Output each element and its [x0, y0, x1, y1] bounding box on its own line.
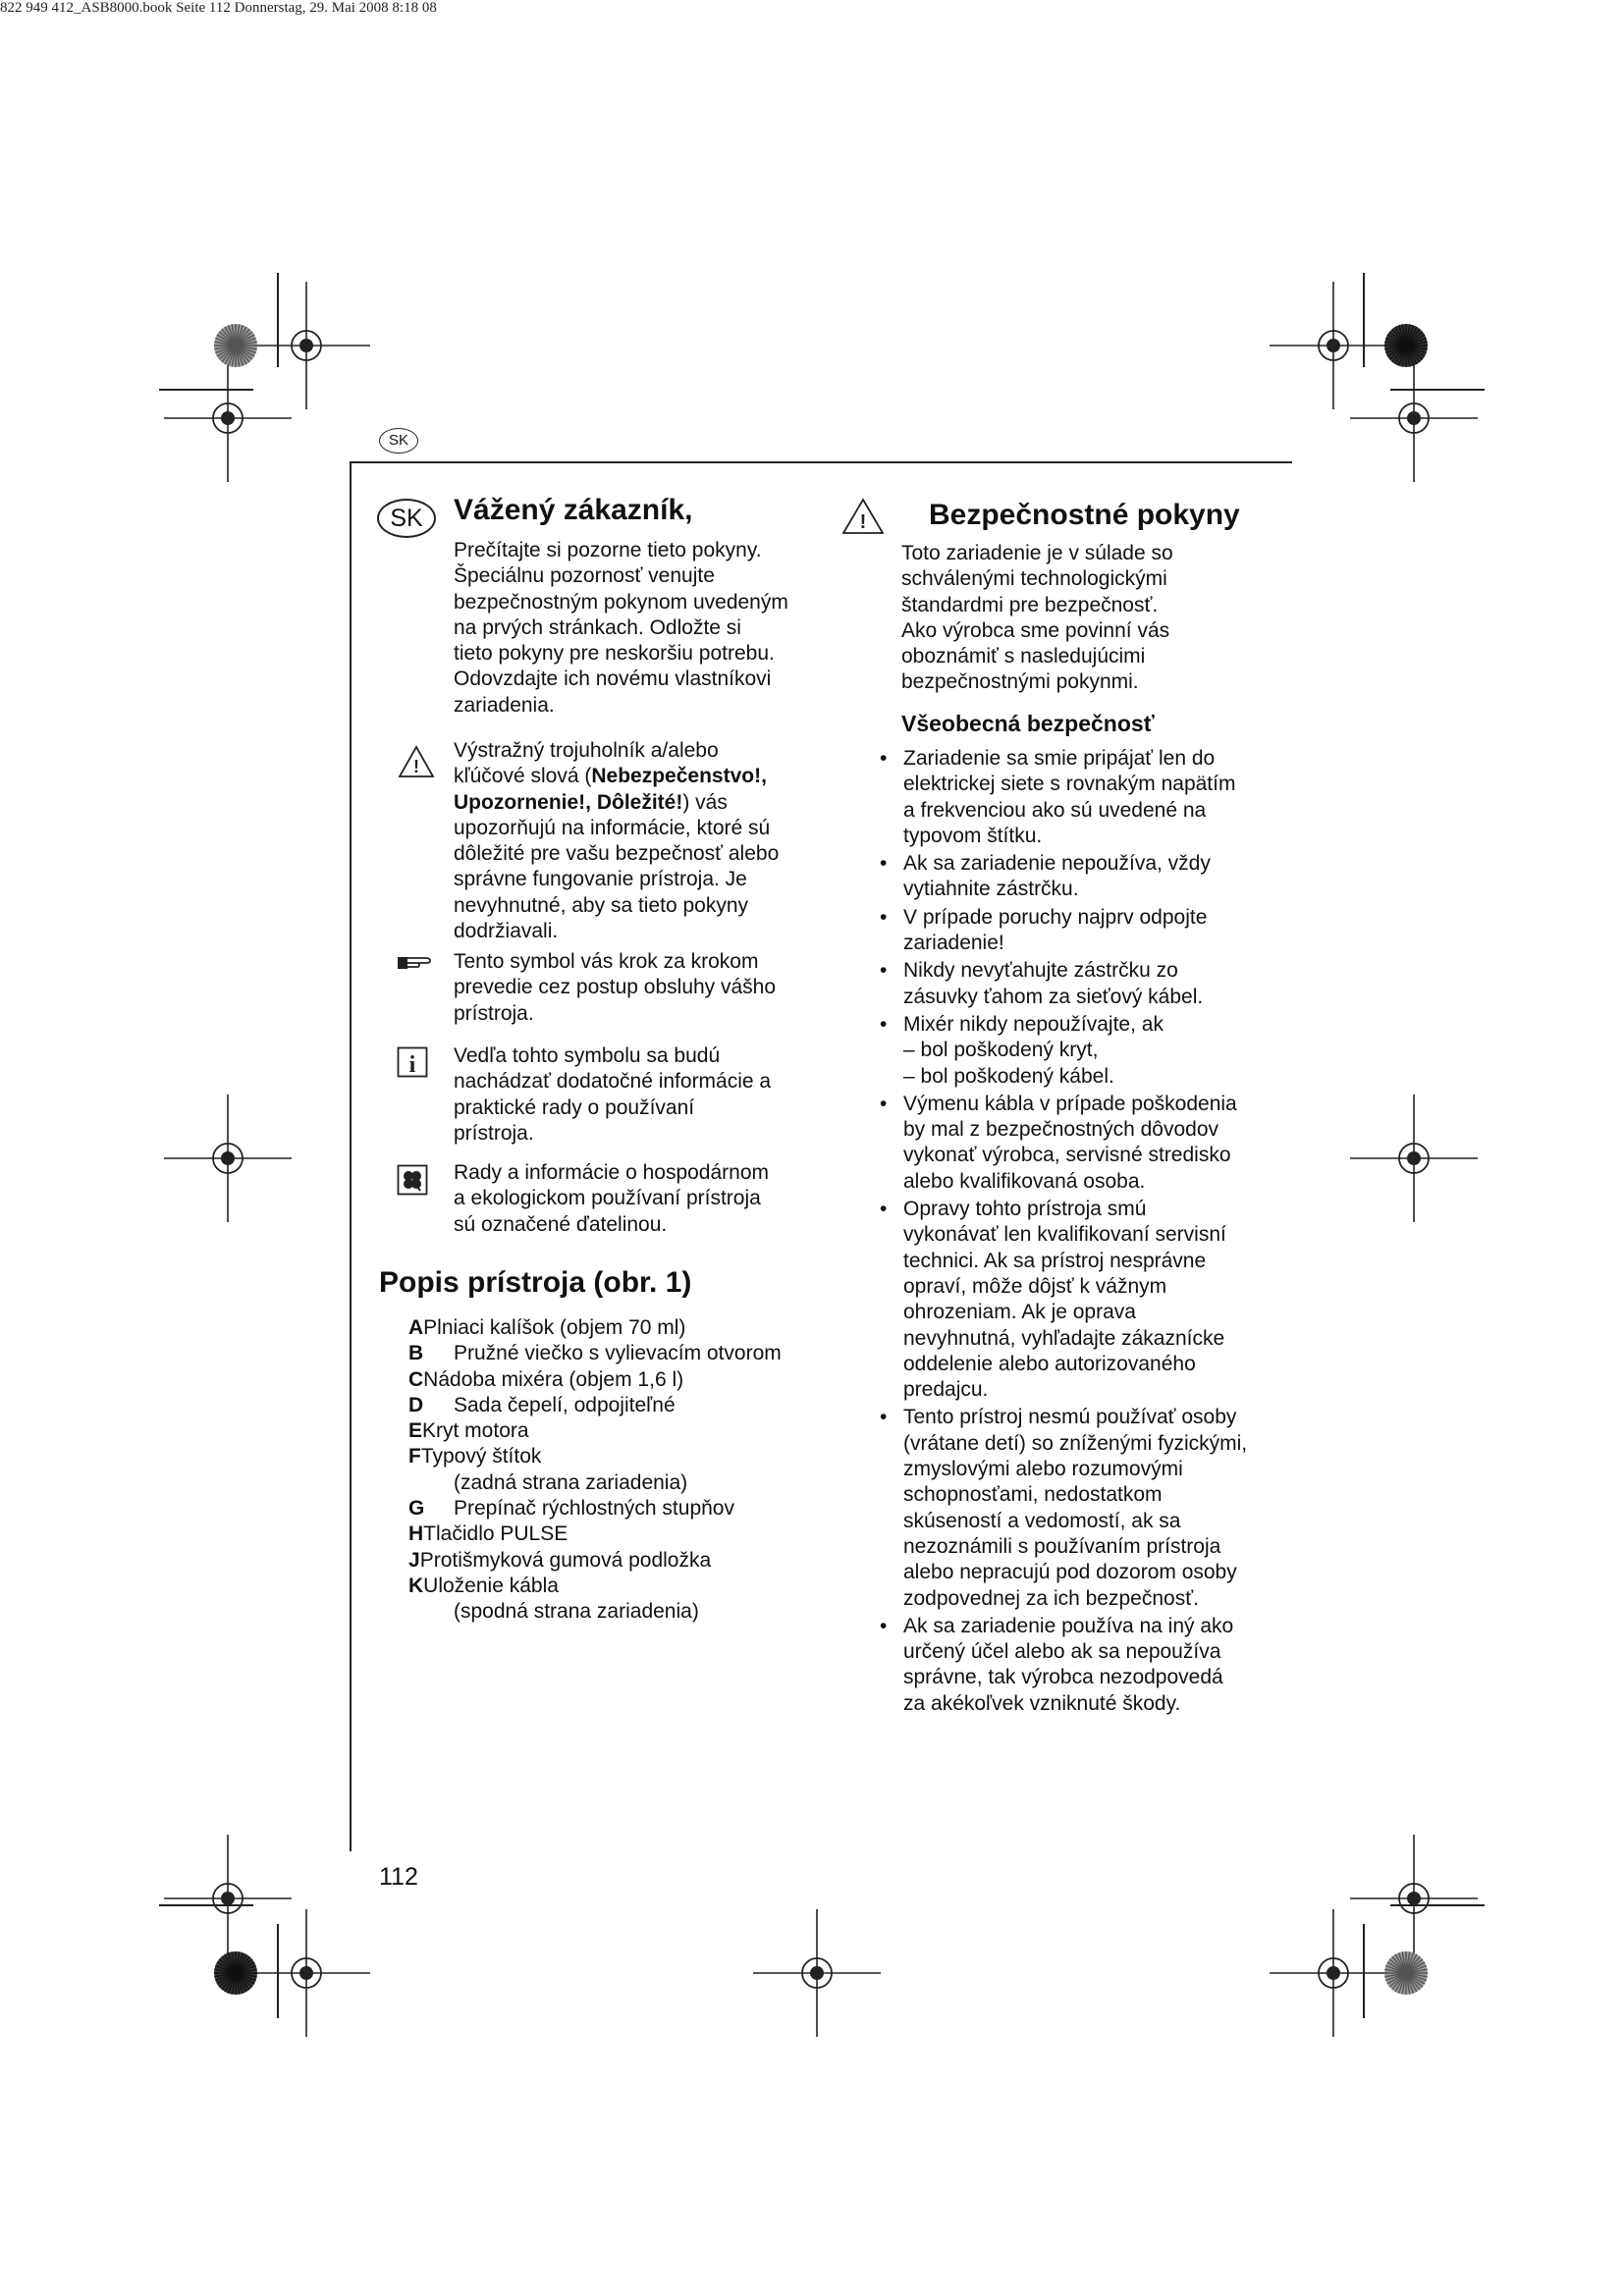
warning-paragraph	[454, 738, 827, 944]
safety-bullet	[880, 1614, 1272, 1717]
part-row	[408, 1418, 840, 1444]
safety-bullet-text: • Zariadenie sa smie pripájať len do elektrickej siete s rovnakým napätím a frekvenciou ako sú uvedené na typovom štítku.	[903, 747, 1236, 847]
top-rule	[350, 461, 1292, 463]
part-text: Sada čepelí, odpojiteľné	[454, 1393, 676, 1416]
pointing-hand-icon	[397, 952, 432, 977]
registration-circle	[212, 322, 259, 369]
part-key: D	[408, 1393, 424, 1416]
part-text: Typový štítok	[420, 1445, 542, 1468]
part-text: Protišmyková gumová podložka	[419, 1548, 712, 1572]
warning-text-1: Výstražný trojuholník a/alebo kľúčové slová (	[454, 739, 719, 788]
part-text: Kryt motora	[422, 1419, 529, 1443]
part-text: Tlačidlo PULSE	[423, 1522, 568, 1546]
registration-mark	[1350, 1095, 1478, 1222]
safety-bullet-text: • Nikdy nevyťahujte zástrčku zo zásuvky ťahom za sieťový kábel.	[903, 959, 1204, 1008]
part-row	[408, 1522, 840, 1547]
hand-paragraph: Tento symbol vás krok za krokom prevedie cez postup obsluhy vášho prístroja.	[454, 950, 777, 1025]
registration-mark	[753, 1909, 881, 2037]
print-header: 822 949 412_ASB8000.book Seite 112 Donnerstag, 29. Mai 2008 8:18 08	[0, 0, 437, 16]
registration-mark	[164, 1095, 292, 1222]
warning-keywords: Nebezpečenstvo!, Upozornenie!, Dôležité!	[454, 765, 767, 814]
device-description-title: Popis prístroja (obr. 1)	[379, 1266, 692, 1299]
safety-bullet-text: • Výmenu kábla v prípade poškodenia by mal z bezpečnostných dôvodov vykonať výrobca, servisné stredisko alebo kvalifikovaná osoba.	[903, 1092, 1237, 1193]
part-text: Plniaci kalíšok (objem 70 ml)	[423, 1316, 686, 1339]
safety-bullet	[880, 1197, 1272, 1403]
part-text: Uloženie kábla	[423, 1574, 559, 1597]
part-row	[408, 1341, 840, 1366]
safety-bullet-text: • Opravy tohto prístroja smú vykonávať len kvalifikovaní servisní technici. Ak sa prístroj nesprávne opraví, môže dôjsť k vážnym ohrozeniam. Ak je oprava nevyhnutná, vyhľadajte zákaznícke oddelenie alebo autorizovaného predajcu.	[903, 1198, 1226, 1402]
part-key: H	[408, 1522, 424, 1546]
part-key: F	[408, 1445, 421, 1468]
part-row	[408, 1444, 840, 1469]
part-text: Nádoba mixéra (objem 1,6 l)	[423, 1367, 684, 1391]
right-title: Bezpečnostné pokyny	[929, 499, 1240, 531]
lang-badge: SK	[377, 499, 436, 538]
left-title: Vážený zákazník,	[454, 494, 693, 526]
page-number: 112	[379, 1863, 418, 1891]
warning-text-2: ) vás upozorňujú na informácie, ktoré sú dôležité pre vašu bezpečnosť alebo správne fungovanie prístroja. Je nevyhnutné, aby sa tieto pokyny dodržiavali.	[454, 790, 780, 943]
safety-bullet	[880, 1092, 1272, 1195]
registration-circle	[212, 1949, 259, 1997]
safety-bullet-text: • Mixér nikdy nepoužívajte, ak – bol poškodený kryt, – bol poškodený kábel.	[903, 1012, 1164, 1088]
part-key: B	[408, 1342, 424, 1365]
safety-intro: Toto zariadenie je v súlade so schválenými technologickými štandardmi pre bezpečnosť. Ako výrobca sme povinní vás oboznámiť s nasledujúcimi bezpečnostnými pokynmi.	[901, 542, 1173, 694]
part-key	[408, 1599, 454, 1625]
svg-text:!: !	[859, 511, 867, 533]
eco-paragraph: Rady a informácie o hospodárnom a ekologickom používaní prístroja sú označené ďatelinou.	[454, 1161, 770, 1236]
part-row	[408, 1548, 840, 1574]
part-row	[408, 1470, 840, 1496]
part-row	[408, 1574, 840, 1599]
registration-mark	[164, 354, 292, 482]
part-key: A	[408, 1316, 424, 1339]
safety-bullet	[880, 746, 1272, 849]
part-key: K	[408, 1574, 424, 1597]
svg-text:!: !	[413, 757, 419, 776]
safety-bullet	[880, 958, 1272, 1010]
lang-badge-small: SK	[379, 428, 418, 454]
safety-bullet-text: • Tento prístroj nesmú používať osoby (vrátane detí) so zníženými fyzickými, zmyslovými alebo rozumovými schopnosťami, nedostatkom skúseností a vedomostí, ak sa nezoznámili s používaním prístroja alebo nepracujú pod dozorom osoby zodpovednej za ich bezpečnosť.	[903, 1406, 1248, 1610]
part-key	[408, 1470, 454, 1496]
svg-text:i: i	[408, 1052, 416, 1078]
part-key: C	[408, 1367, 424, 1391]
part-text: (spodná strana zariadenia)	[454, 1600, 699, 1624]
left-rule	[350, 461, 352, 1851]
safety-bullet	[880, 851, 1272, 903]
safety-bullet	[880, 1405, 1272, 1611]
info-icon	[397, 1046, 428, 1083]
part-key: E	[408, 1419, 423, 1443]
part-text: Prepínač rýchlostných stupňov	[454, 1497, 734, 1521]
part-text: Pružné viečko s vylievacím otvorom	[454, 1342, 782, 1365]
part-row	[408, 1496, 840, 1522]
safety-bullet-text: • Ak sa zariadenie používa na iný ako určený účel alebo ak sa nepoužíva správne, tak výrobca nezodpovedá za akékoľvek vzniknuté škody.	[903, 1614, 1234, 1715]
warning-triangle-icon	[397, 744, 436, 784]
part-row	[408, 1315, 840, 1341]
intro-paragraph: Prečítajte si pozorne tieto pokyny. Špeciálnu pozornosť venujte bezpečnostným pokynom uvedeným na prvých stránkach. Odložte si tieto pokyny pre neskoršiu potrebu. Odovzdajte ich novému vlastníkovi zariadenia.	[454, 539, 788, 717]
part-key: J	[408, 1548, 420, 1572]
general-safety-subtitle: Všeobecná bezpečnosť	[901, 711, 1155, 736]
safety-bullet-text: • V prípade poruchy najprv odpojte zariadenie!	[903, 905, 1208, 955]
part-row	[408, 1367, 840, 1393]
parts-list	[408, 1315, 840, 1626]
safety-bullet	[880, 905, 1272, 957]
registration-mark	[1270, 1909, 1397, 2037]
part-key: G	[408, 1497, 425, 1521]
safety-bullet	[880, 1012, 1272, 1090]
registration-mark	[243, 1909, 370, 2037]
registration-mark	[1350, 354, 1478, 482]
safety-bullet-list	[880, 746, 1272, 1719]
warning-triangle-icon	[840, 497, 886, 541]
registration-circle	[1382, 322, 1430, 369]
registration-circle	[1382, 1949, 1430, 1997]
part-row	[408, 1393, 840, 1418]
part-row	[408, 1599, 840, 1625]
clover-icon	[397, 1164, 428, 1201]
safety-bullet-text: • Ak sa zariadenie nepoužíva, vždy vytiahnite zástrčku.	[903, 852, 1211, 901]
info-paragraph: Vedľa tohto symbolu sa budú nachádzať dodatočné informácie a praktické rady o používaní prístroja.	[454, 1044, 772, 1145]
part-text: (zadná strana zariadenia)	[454, 1470, 688, 1494]
